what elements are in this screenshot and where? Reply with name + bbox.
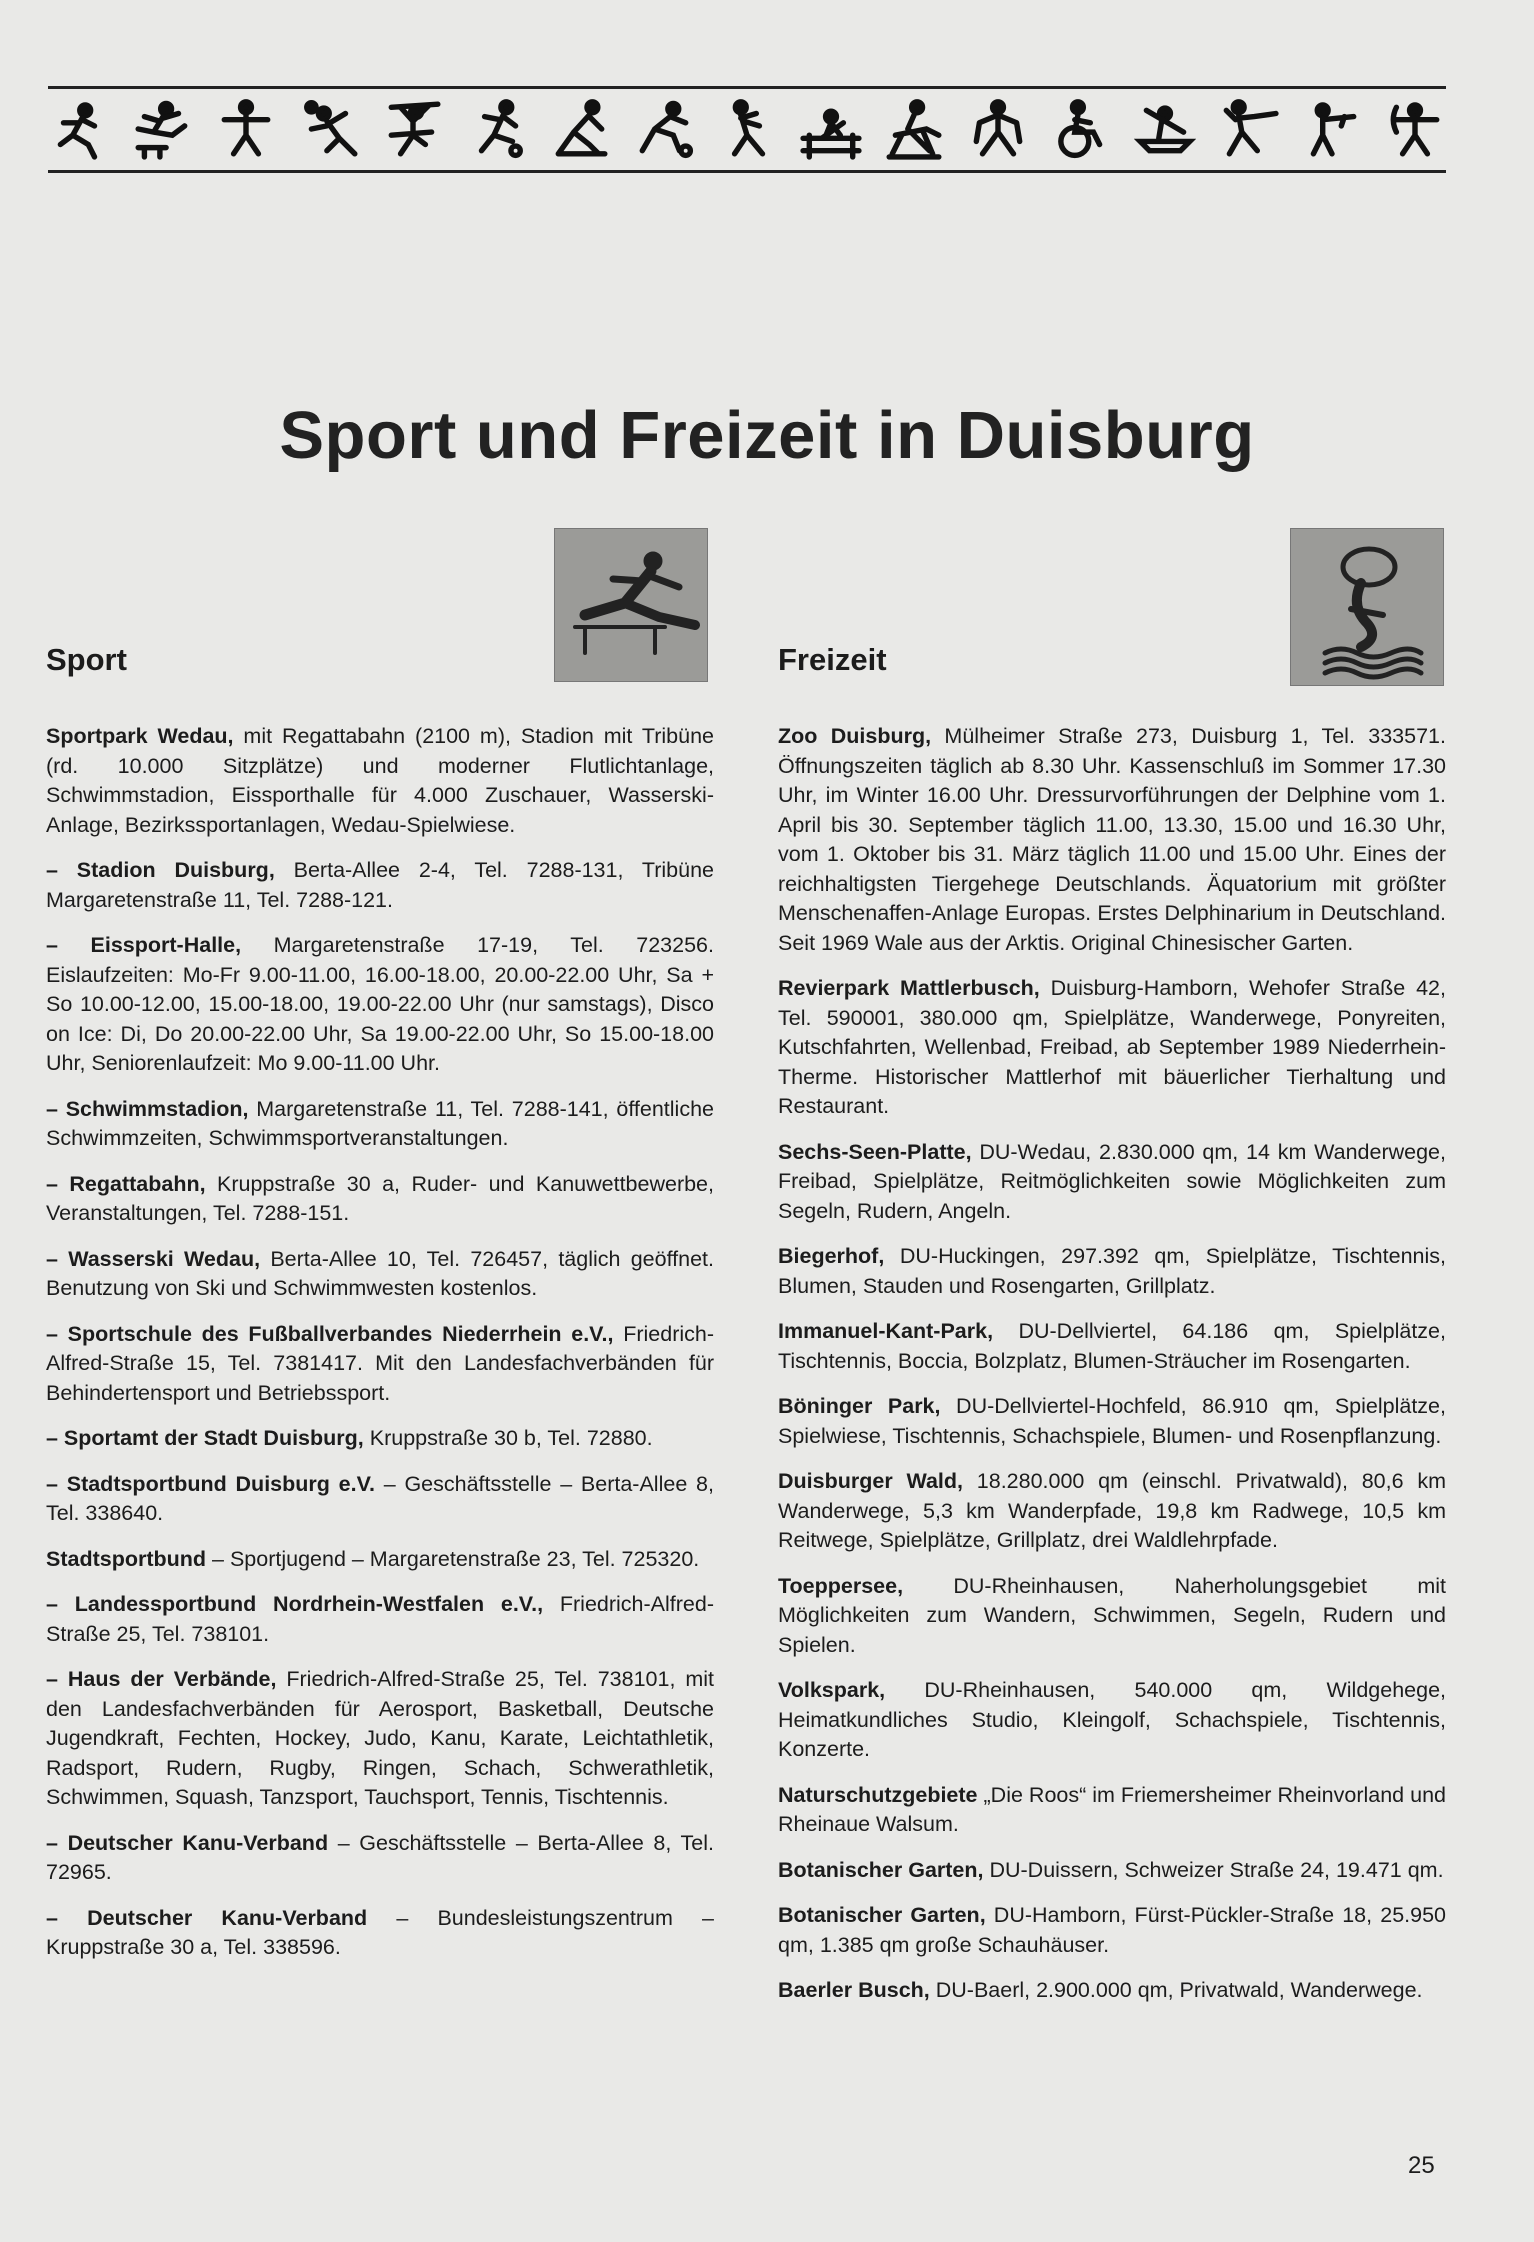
shooting-icon	[1301, 98, 1363, 160]
sport-pictogram-bar	[48, 90, 1446, 168]
top-rule	[48, 86, 1446, 89]
wheelchair-icon	[1050, 98, 1112, 160]
freizeit-entry: Naturschutzgebiete „Die Roos“ im Friemersheimer Rheinvorland und Rheinaue Walsum.	[778, 1782, 1446, 1836]
freizeit-entry: Botanischer Garten, DU-Duissern, Schweizer Straße 24, 19.471 qm.	[778, 1857, 1444, 1882]
weightlifting-icon	[382, 98, 444, 160]
soccer-icon	[466, 98, 528, 160]
sport-entry: – Stadtsportbund Duisburg e.V. – Geschäftsstelle – Berta-Allee 8, Tel. 338640.	[46, 1471, 714, 1525]
freizeit-entry: Duisburger Wald, 18.280.000 qm (einschl. Privatwald), 80,6 km Wanderwege, 5,3 km Wanderpfade, 19,8 km Radwege, 10,5 km Reitwege, Spielplätze, Grillplatz, drei Waldlehrpfade.	[778, 1469, 1447, 1552]
handball-icon	[299, 98, 361, 160]
freizeit-entry: Volkspark, DU-Rheinhausen, 540.000 qm, Wildgehege, Heimatkundliches Studio, Kleingolf, Schachspiele, Tischtennis, Konzerte.	[778, 1678, 1446, 1761]
rowing-icon	[800, 98, 862, 160]
cycling-icon	[633, 98, 695, 160]
hurdles-icon	[132, 98, 194, 160]
freizeit-entry: Revierpark Mattlerbusch, Duisburg-Hamborn, Wehofer Straße 42, Tel. 590001, 380.000 qm, Spielplätze, Wanderwege, Ponyreiten, Kutschfahrten, Wellenbad, Freibad, ab September 1989 Niederrhein-Therme. Historischer Mattlerhof mit bäuerlicher Tierhaltung und Restaurant.	[778, 976, 1446, 1118]
page-title: Sport und Freizeit in Duisburg	[279, 397, 1255, 473]
sport-entry: – Deutscher Kanu-Verband – Bundesleistungszentrum – Kruppstraße 30 a, Tel. 338596.	[46, 1905, 714, 1959]
sport-heading: Sport	[46, 642, 127, 677]
freizeit-column	[778, 640, 1446, 2022]
sport-entry: – Eissport-Halle, Margaretenstraße 17-19, Tel. 723256. Eislaufzeiten: Mo-Fr 9.00-11.00, 16.00-18.00, 20.00-22.00 Uhr, Sa + So 10.00-12.00, 15.00-18.00, 19.00-22.00 Uhr (nur samstags), Disco on Ice: Di, Do 20.00-22.00 Uhr, Sa 19.00-22.00 Uhr, So 15.00-18.00 Uhr, Seniorenlaufzeit: Mo 9.00-11.00 Uhr.	[46, 933, 714, 1075]
sport-entry: – Deutscher Kanu-Verband – Geschäftsstelle – Berta-Allee 8, Tel. 72965.	[46, 1830, 715, 1884]
freizeit-entry: Botanischer Garten, DU-Hamborn, Fürst-Pückler-Straße 18, 25.950 qm, 1.385 qm große Schauhäuser.	[778, 1903, 1446, 1957]
canoe-icon	[1134, 98, 1196, 160]
sport-entry: – Schwimmstadion, Margaretenstraße 11, Tel. 7288-141, öffentliche Schwimmzeiten, Schwimmsportveranstaltungen.	[46, 1096, 714, 1150]
boxing-icon	[716, 98, 778, 160]
judo-icon	[967, 98, 1029, 160]
wrestling-icon	[549, 98, 611, 160]
sport-entry: Stadtsportbund – Sportjugend – Margaretenstraße 23, Tel. 725320.	[46, 1546, 700, 1571]
fencing-icon	[1217, 98, 1279, 160]
freizeit-entry: Toeppersee, DU-Rheinhausen, Naherholungsgebiet mit Möglichkeiten zum Wandern, Schwimmen, Segeln, Rudern und Spielen.	[778, 1573, 1446, 1657]
freizeit-heading: Freizeit	[778, 642, 887, 677]
sport-entry: Sportpark Wedau, mit Regattabahn (2100 m), Stadion mit Tribüne (rd. 10.000 Sitzplätze) und moderner Flutlichtanlage, Schwimmstadion, Eissporthalle für 4.000 Zuschauer, Wasserski-Anlage, Bezirkssportanlagen, Wedau-Spielwiese.	[46, 724, 714, 837]
sport-entry: – Wasserski Wedau, Berta-Allee 10, Tel. 726457, täglich geöffnet. Benutzung von Ski und Schwimmwesten kostenlos.	[46, 1246, 714, 1300]
sport-entry: – Sportamt der Stadt Duisburg, Kruppstraße 30 b, Tel. 72880.	[46, 1426, 653, 1450]
page-number: 25	[1408, 2152, 1435, 2179]
archery-icon	[1384, 98, 1446, 160]
sport-column	[46, 640, 714, 1979]
bottom-rule	[48, 170, 1446, 173]
sport-entry: – Stadion Duisburg, Berta-Allee 2-4, Tel. 7288-131, Tribüne Margaretenstraße 11, Tel. 7288-121.	[46, 858, 714, 912]
sport-entry: – Landessportbund Nordrhein-Westfalen e.V., Friedrich-Alfred-Straße 25, Tel. 738101.	[46, 1592, 714, 1646]
freizeit-entry: Baerler Busch, DU-Baerl, 2.900.000 qm, Privatwald, Wanderwege.	[778, 1978, 1423, 2002]
gymnastics-icon	[215, 98, 277, 160]
sport-entry: – Sportschule des Fußballverbandes Niederrhein e.V., Friedrich-Alfred-Straße 15, Tel. 7381417. Mit den Landesfachverbänden für Behindertensport und Betriebssport.	[46, 1321, 714, 1405]
freizeit-entry: Biegerhof, DU-Huckingen, 297.392 qm, Spielplätze, Tischtennis, Blumen, Stauden und Rosengarten, Grillplatz.	[778, 1244, 1446, 1298]
running-icon	[48, 98, 110, 160]
freizeit-entry: Sechs-Seen-Platte, DU-Wedau, 2.830.000 qm, 14 km Wanderwege, Freibad, Spielplätze, Reitmöglichkeiten sowie Möglichkeiten zum Segeln, Rudern, Angeln.	[778, 1139, 1446, 1223]
equestrian-icon	[883, 98, 945, 160]
freizeit-entry: Immanuel-Kant-Park, DU-Dellviertel, 64.186 qm, Spielplätze, Tischtennis, Boccia, Bolzplatz, Blumen-Sträucher im Rosengarten.	[778, 1319, 1446, 1373]
freizeit-entry: Zoo Duisburg, Mülheimer Straße 273, Duisburg 1, Tel. 333571. Öffnungszeiten täglich ab 8.30 Uhr. Kassenschluß im Sommer 17.30 Uhr, im Winter 16.00 Uhr. Dressurvorführungen der Delphine vom 1. April bis 30. September täglich 11.00, 13.30, 15.00 und 16.30 Uhr, vom 1. Oktober bis 31. März täglich 11.00 und 15.00 Uhr. Eines der reichhaltigsten Tiergehege Deutschlands. Äquatorium mit größter Menschenaffen-Anlage Europas. Erstes Delphinarium in Deutschland. Seit 1969 Wale aus der Arktis. Original Chinesischer Garten.	[778, 724, 1446, 955]
freizeit-entry: Böninger Park, DU-Dellviertel-Hochfeld, 86.910 qm, Spielplätze, Spielwiese, Tischtennis, Schachspiele, Blumen- und Rosenpflanzung.	[778, 1394, 1446, 1448]
sport-entry: – Haus der Verbände, Friedrich-Alfred-Straße 25, Tel. 738101, mit den Landesfachverbänden für Aerosport, Basketball, Deutsche Jugendkraft, Fechten, Hockey, Judo, Kanu, Karate, Leichtathletik, Radsport, Rudern, Rugby, Ringen, Schach, Schwerathletik, Schwimmen, Squash, Tanzsport, Tauchsport, Tennis, Tischtennis.	[46, 1667, 714, 1809]
sport-entry: – Regattabahn, Kruppstraße 30 a, Ruder- und Kanuwettbewerbe, Veranstaltungen, Tel. 7288-151.	[46, 1171, 714, 1225]
